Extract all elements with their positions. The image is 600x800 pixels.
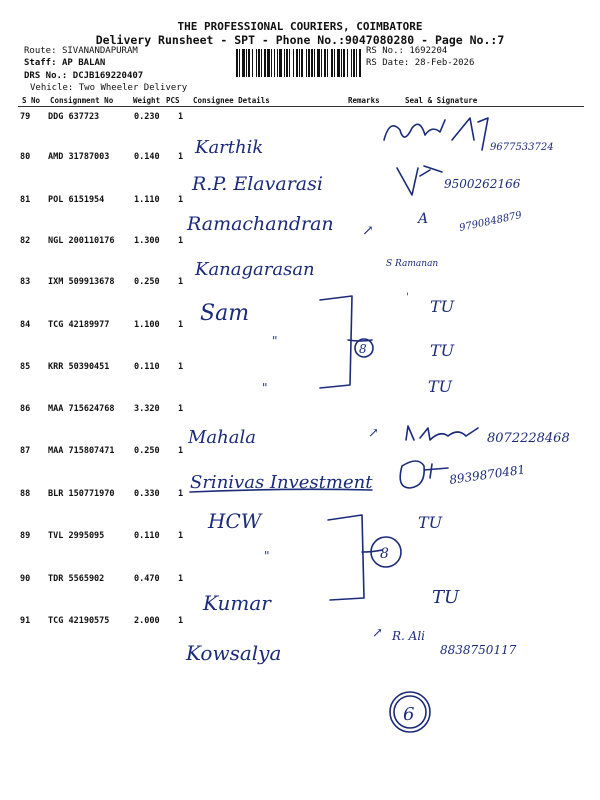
handwritten-tu: TU	[430, 341, 455, 360]
handwritten-name: Kanagarasan	[195, 259, 315, 280]
row-weight: 1.100	[134, 320, 160, 330]
col-sno: S No	[22, 96, 41, 105]
col-seal-signature: Seal & Signature	[405, 96, 478, 105]
row-pcs: 1	[178, 152, 184, 162]
row-weight: 0.250	[134, 446, 160, 456]
handwritten-initial: S Ramanan	[386, 259, 439, 269]
handwritten-phone: 8072228468	[487, 431, 570, 446]
row-sno: 88	[20, 489, 31, 499]
handwritten-phone: 8939870481	[448, 462, 527, 487]
row-pcs: 1	[178, 404, 184, 414]
row-weight: 0.110	[134, 531, 160, 541]
row-weight: 0.230	[134, 112, 160, 122]
ditto-mark: "	[272, 334, 278, 348]
row-pcs: 1	[178, 531, 184, 541]
row-weight: 0.110	[134, 362, 160, 372]
handwritten-mark: ↗	[362, 223, 374, 239]
staff-label: Staff:	[24, 58, 62, 68]
row-sno: 87	[20, 446, 31, 456]
row-weight: 3.320	[134, 404, 160, 414]
handwritten-name: Sam	[200, 301, 250, 326]
vehicle-line: Vehicle: Two Wheeler Delivery	[30, 83, 188, 93]
handwritten-name: Kumar	[203, 591, 271, 615]
row-pcs: 1	[178, 574, 184, 584]
row-consignment: BLR 150771970	[48, 489, 115, 499]
row-sno: 91	[20, 616, 31, 626]
row-pcs: 1	[178, 277, 184, 287]
row-consignment: TDR 5565902	[48, 574, 105, 584]
row-pcs: 1	[178, 236, 184, 246]
col-remarks: Remarks	[348, 96, 380, 105]
row-consignment: KRR 50390451	[48, 362, 110, 372]
seal-number: 8	[359, 342, 367, 356]
row-consignment: TCG 42190575	[48, 616, 110, 626]
handwritten-name: Ramachandran	[187, 213, 334, 235]
handwritten-phone: 9790848879	[458, 209, 523, 234]
rs-number: RS No.: 1692204	[366, 46, 448, 56]
handwritten-name: Mahala	[188, 427, 256, 448]
row-sno: 81	[20, 195, 31, 205]
row-sno: 86	[20, 404, 31, 414]
handwritten-name: Kowsalya	[186, 641, 282, 665]
handwritten-mark: ↗	[368, 426, 379, 441]
bracket-line	[362, 550, 382, 552]
row-weight: 2.000	[134, 616, 160, 626]
row-weight: 0.470	[134, 574, 160, 584]
row-consignment: IXM 509913678	[48, 277, 115, 287]
handwritten-phone: 9500262166	[444, 177, 521, 191]
row-weight: 1.300	[134, 236, 160, 246]
col-consignee: Consignee Details	[193, 96, 270, 105]
row-weight: 1.110	[134, 195, 160, 205]
row-pcs: 1	[178, 112, 184, 122]
handwritten-initial: A	[418, 211, 429, 227]
handwritten-tu: TU	[428, 377, 453, 396]
handwritten-name: Karthik	[195, 137, 264, 158]
row-pcs: 1	[178, 320, 184, 330]
bracket-line	[328, 515, 364, 600]
row-consignment: TVL 2995095	[48, 531, 105, 541]
seal-number: 8	[380, 546, 389, 562]
row-pcs: 1	[178, 616, 184, 626]
row-weight: 0.250	[134, 277, 160, 287]
row-sno: 85	[20, 362, 31, 372]
runsheet-subtitle: Delivery Runsheet - SPT - Phone No.:9047080280 - Page No.:7	[95, 33, 505, 47]
seal-number: 6	[403, 704, 415, 725]
col-pcs: PCS	[166, 96, 180, 105]
row-pcs: 1	[178, 489, 184, 499]
route-value: SIVANANDAPURAM	[61, 46, 138, 56]
signature-scribble	[384, 118, 488, 150]
signature-scribble	[406, 426, 478, 440]
staff-value: AP BALAN	[61, 58, 106, 68]
col-consignment: Consignment No	[50, 96, 114, 105]
route-label: Route:	[24, 46, 62, 56]
handwritten-phone: 8838750117	[440, 643, 517, 657]
row-weight: 0.140	[134, 152, 160, 162]
handwritten-name: R.P. Elavarasi	[192, 173, 323, 195]
handwritten-phone: 9677533724	[490, 142, 554, 153]
row-sno: 79	[20, 112, 31, 122]
handwritten-mark: ↗	[372, 626, 383, 641]
row-consignment: AMD 31787003	[48, 152, 110, 162]
drs-label: DRS No.:	[24, 71, 73, 81]
row-consignment: TCG 42189977	[48, 320, 110, 330]
signature-scribble	[400, 461, 448, 488]
handwritten-tu: TU	[432, 587, 460, 608]
handwritten-name: HCW	[208, 509, 262, 533]
row-sno: 83	[20, 277, 31, 287]
rs-date: RS Date: 28-Feb-2026	[366, 58, 475, 68]
handwritten-initial: R. Ali	[392, 629, 426, 643]
row-pcs: 1	[178, 362, 184, 372]
row-consignment: NGL 200110176	[48, 236, 115, 246]
ditto-mark: "	[264, 549, 270, 563]
drs-value: DCJB169220407	[72, 71, 144, 81]
row-weight: 0.330	[134, 489, 160, 499]
row-sno: 80	[20, 152, 31, 162]
bracket-line	[320, 296, 352, 388]
row-sno: 84	[20, 320, 31, 330]
signature-scribble	[397, 166, 442, 195]
row-consignment: MAA 715807471	[48, 446, 115, 456]
row-sno: 82	[20, 236, 31, 246]
handwritten-tu: TU	[430, 297, 455, 316]
ditto-mark: '	[406, 292, 409, 303]
row-sno: 90	[20, 574, 31, 584]
row-pcs: 1	[178, 195, 184, 205]
company-title: THE PROFESSIONAL COURIERS, COIMBATORE	[177, 20, 423, 33]
row-consignment: POL 6151954	[48, 195, 105, 205]
row-sno: 89	[20, 531, 31, 541]
col-weight: Weight	[133, 96, 161, 105]
row-consignment: DDG 637723	[48, 112, 100, 122]
handwritten-tu: TU	[418, 513, 443, 532]
row-consignment: MAA 715624768	[48, 404, 115, 414]
handwritten-name: Srinivas Investment	[190, 472, 373, 493]
ditto-mark: "	[262, 381, 268, 395]
row-pcs: 1	[178, 446, 184, 456]
